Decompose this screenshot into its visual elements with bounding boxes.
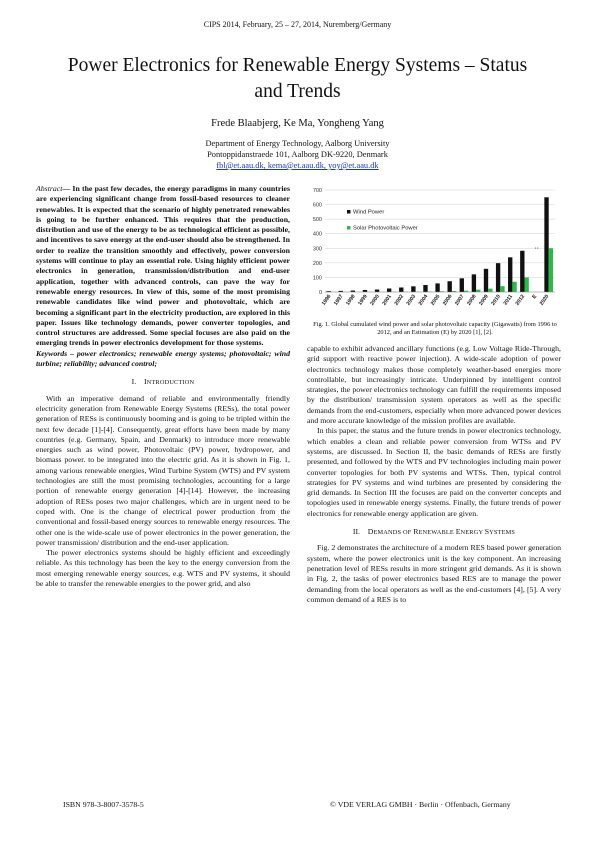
affiliation-dept: Department of Energy Technology, Aalborg University bbox=[205, 139, 390, 148]
y-tick-label: 400 bbox=[312, 231, 322, 238]
x-tick-label: E bbox=[531, 293, 539, 300]
x-tick-label: 2020 bbox=[538, 293, 551, 307]
wind-bar bbox=[387, 289, 391, 292]
section-initial: S bbox=[484, 527, 490, 537]
x-tick-label: 1999 bbox=[357, 293, 369, 307]
affiliation bbox=[0, 138, 595, 171]
x-tick-label: 1998 bbox=[345, 293, 357, 307]
wind-bar bbox=[448, 281, 452, 292]
x-tick-label: 1996 bbox=[320, 293, 333, 307]
y-tick-label: 300 bbox=[312, 246, 322, 253]
wind-bar bbox=[435, 283, 439, 292]
wind-bar bbox=[544, 197, 548, 292]
intro-paragraph-2: The power electronics systems should be highly efficient and exceedingly reliable. As this technology has been the key to the energy conversion from the most emerging renewable energy sources, e.g. WTS and PV systems, it should be able to transfer the renewable energies to the power grid, and also bbox=[36, 548, 290, 588]
intro-paragraph-1: With an imperative demand of reliable and environmentally friendly electricity generation from Renewable Energy Systems (RESs), the total power generation of RESs is continuously booming and is going to be tripled within the next few decade [1]-[4]. Consequently, great efforts have been made by many countries (e.g. Germany, Spain, and Denmark) to introduce more renewable energies such as wind power, Photovoltaic (PV) power, hydropower, and biomass power. to be integrated into the electric grid. As it is shown in Fig. 1, among various renewable energies, Wind Turbine System (WTS) and PV system technologies are still the most promising technologies, accounting for a large portion of renewable energy generation [4]-[14]. However, the increasing adoption of RESs poses two major challenges, which are in urgent need to be coped with. One is the change of electrical power production from the conventional and fossil-based energy sources to renewable energy resources. The other one is the wide-scale use of power electronics in the power generation, the power transmission/ distribution and the end-user application. bbox=[36, 393, 290, 547]
section-numeral: I. bbox=[131, 377, 137, 387]
legend-swatch-pv bbox=[347, 226, 351, 230]
x-tick-label: 2012 bbox=[514, 293, 527, 307]
x-tick-label: 2006 bbox=[441, 293, 454, 307]
capacity-bar-chart bbox=[305, 184, 559, 318]
running-header: CIPS 2014, February, 25 – 27, 2014, Nuremberg/Germany bbox=[203, 20, 392, 29]
author-emails[interactable]: fbl@et.aau.dk, kema@et.aau.dk, yoy@et.aau.dk bbox=[216, 161, 379, 170]
section-rest: ENEWABLE bbox=[418, 529, 456, 537]
x-tick-label: 2001 bbox=[381, 293, 393, 307]
section-rest: EMANDS OF bbox=[373, 529, 414, 537]
pv-bar bbox=[549, 248, 553, 292]
section-heading-demands bbox=[307, 527, 561, 538]
y-tick-label: 600 bbox=[312, 202, 322, 209]
pv-bar bbox=[524, 277, 528, 292]
legend-label-pv: Solar Photovoltaic Power bbox=[353, 225, 418, 232]
right-paragraph-3: Fig. 2 demonstrates the architecture of a modern RES based power generation system, where the power electronics unit is the key component. An increasing penetration level of RESs results in more stringent grid demands. As it is shown in Fig. 2, the tasks of power electronics based RES are to manage the power demanding from the local operators as well as the end-customers [4], [5]. A very common demand of a RES is to bbox=[307, 543, 561, 604]
wind-bar bbox=[520, 251, 524, 292]
paper-title bbox=[20, 53, 575, 105]
x-tick-label: 1997 bbox=[333, 293, 345, 307]
wind-bar bbox=[472, 274, 476, 292]
right-paragraph-2: In this paper, the status and the future trends in power electronics technology, which enables a clean and reliable power conversion from WTSs and PV systems, are discussed. In Section II, the basic demands of RESs are firstly presented, and followed by the WTS and PV technologies including main power converter topologies for both PV systems and WTSs. Then, typical control strategies for PV systems and wind turbines are presented by considering the grid demands. In Section III the focuses are paid on the converter concepts and topologies used in renewable energy systems. Finally, the future trends of power electronics for renewable energy application are given. bbox=[307, 426, 561, 518]
legend-swatch-wind bbox=[347, 210, 351, 214]
section-heading-introduction bbox=[36, 377, 290, 388]
wind-bar bbox=[496, 263, 500, 292]
authors: Frede Blaabjerg, Ke Ma, Yongheng Yang bbox=[211, 118, 384, 129]
x-tick-label: 2000 bbox=[369, 293, 381, 307]
y-tick-label: 100 bbox=[312, 275, 322, 282]
isbn-footer: ISBN 978-3-8007-3578-5 bbox=[63, 800, 144, 809]
wind-bar bbox=[484, 269, 488, 292]
y-tick-label: 500 bbox=[312, 217, 322, 224]
section-initial: E bbox=[455, 527, 461, 537]
section-initial: D bbox=[367, 527, 374, 537]
title-line-1: Power Electronics for Renewable Energy Systems – Status bbox=[67, 55, 528, 76]
right-paragraph-1: capable to exhibit advanced ancillary functions (e.g. Low Voltage Ride-Through, grid support with reactive power injection). A wide-scale adoption of power electronics technology makes those completely weather-based energies more controllable, but increasingly intricate. Underpinned by intelligent control strategies, the power electronics technology can fulfill the requirements imposed by the distribution/ transmission system operators as well as the specific demands from the end-customers, especially when more advanced power devices and more accurate knowledge of the mission profiles are available. bbox=[307, 344, 561, 426]
x-tick-label: 2004 bbox=[417, 293, 430, 307]
affiliation-address: Pontoppidanstraede 101, Aalborg DK-9220, Denmark bbox=[207, 150, 388, 159]
pv-bar bbox=[500, 286, 504, 292]
pv-bar bbox=[476, 290, 480, 292]
section-rest: NTRODUCTION bbox=[146, 379, 195, 387]
ellipsis-annotation: .. bbox=[534, 241, 539, 251]
section-rest: YSTEMS bbox=[489, 529, 516, 537]
wind-bar bbox=[423, 285, 427, 292]
publisher-footer: © VDE VERLAG GMBH · Berlin · Offenbach, Germany bbox=[330, 800, 511, 809]
wind-bar bbox=[411, 286, 415, 292]
title-line-2: and Trends bbox=[254, 81, 341, 102]
abstract-dash: — bbox=[62, 184, 71, 193]
abstract-label: Abstract bbox=[36, 184, 63, 193]
left-column bbox=[36, 184, 290, 589]
x-tick-label: 2003 bbox=[405, 293, 418, 307]
pv-bar bbox=[512, 282, 516, 292]
x-tick-label: 2005 bbox=[429, 293, 442, 307]
x-tick-label: 2002 bbox=[393, 293, 406, 307]
abstract bbox=[36, 184, 290, 349]
y-tick-label: 200 bbox=[312, 260, 322, 267]
wind-bar bbox=[363, 290, 367, 292]
x-tick-label: 2009 bbox=[478, 293, 490, 307]
section-initial: I bbox=[144, 377, 147, 387]
x-tick-label: 2011 bbox=[502, 293, 515, 307]
figure-caption: Fig. 1. Global cumulated wind power and solar photovoltaic capacity (Gigawatts) from 1996 to 2012, and an Estimation (E) by 2020 [1], [2]. bbox=[313, 321, 557, 337]
right-column bbox=[307, 344, 561, 605]
y-tick-label: 0 bbox=[318, 290, 322, 296]
wind-bar bbox=[375, 290, 379, 292]
keywords: Keywords – power electronics; renewable energy systems; photovoltaic; wind turbine; reliability; advanced control; bbox=[36, 348, 290, 369]
x-tick-label: 2010 bbox=[490, 293, 502, 307]
wind-bar bbox=[460, 278, 464, 292]
section-rest: NERGY bbox=[460, 529, 485, 537]
section-numeral: II. bbox=[352, 527, 360, 537]
legend-label-wind: Wind Power bbox=[353, 209, 385, 216]
x-tick-label: 2007 bbox=[454, 293, 466, 307]
wind-bar bbox=[399, 287, 403, 292]
abstract-text: In the past few decades, the energy paradigms in many countries are experiencing significant change from fossil-based resources to cleaner renewables. It is expected that the scenario of highly penetrated renewables is going to be further enhanced. This requires that the production, distribution and use of the energy to be as technological efficient as possible, and incentives to save energy at the end-user should also be strengthened. In order to realize the transition smoothly and effectively, power conversion systems will continue to play an essential role. Using highly efficient power electronics in generation, transmission/distribution and end-user application, together with advanced controls, can pave the way for renewable energy resources. In view of this, some of the most promising renewable candidates like wind power and photovoltaic, which are becoming a significant part in the electricity production, are explored in this paper. Issues like technology demands, power converter topologies, and control structures are addressed. Some special focuses are also paid on the emerging trends in power electronics development for those systems. bbox=[36, 184, 290, 348]
y-tick-label: 700 bbox=[312, 188, 322, 194]
x-tick-label: 2008 bbox=[466, 293, 478, 307]
section-initial: R bbox=[413, 527, 419, 537]
pv-bar bbox=[488, 289, 492, 292]
wind-bar bbox=[508, 257, 512, 292]
